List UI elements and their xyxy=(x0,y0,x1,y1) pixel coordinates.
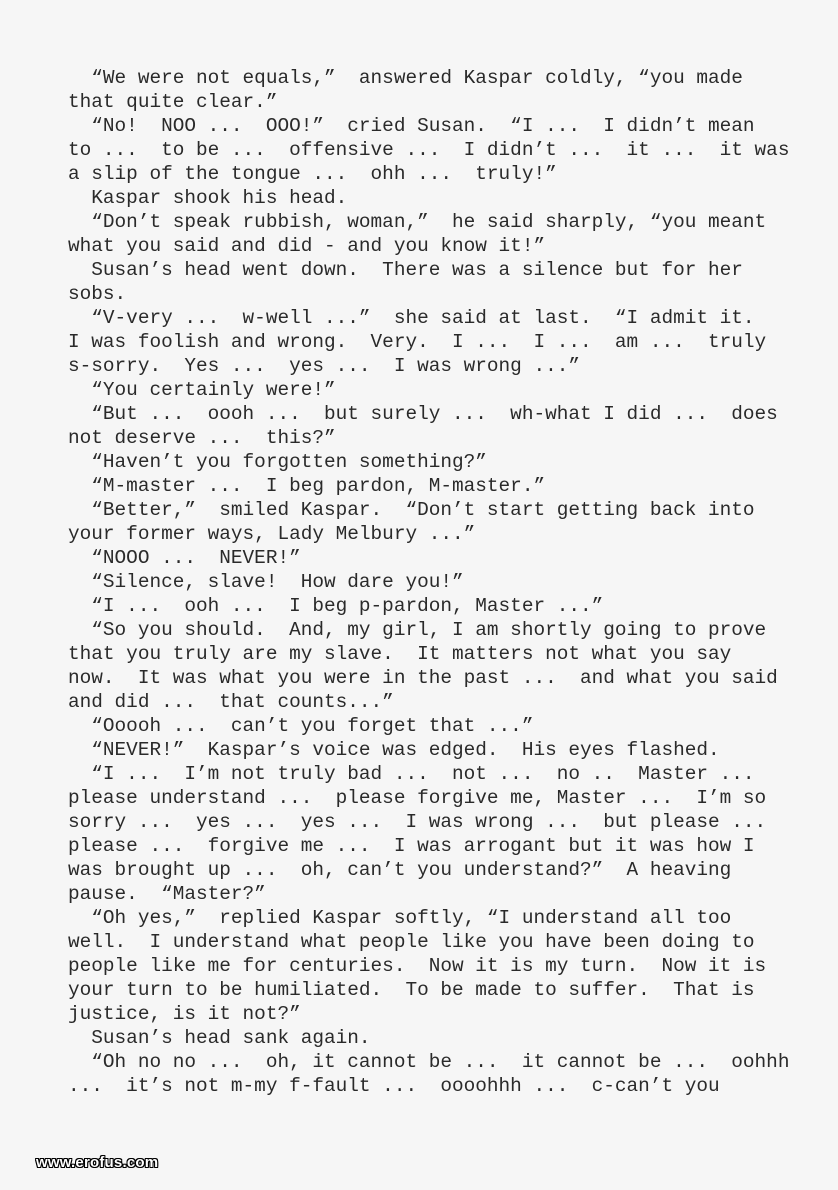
text-line: please understand ... please forgive me, Master ... I’m so xyxy=(68,787,767,809)
text-line: a slip of the tongue ... ohh ... truly!” xyxy=(68,163,557,185)
text-line: “So you should. And, my girl, I am shortly going to prove xyxy=(68,619,767,641)
text-line: sobs. xyxy=(68,283,127,305)
text-line: not deserve ... this?” xyxy=(68,427,336,449)
text-line: your former ways, Lady Melbury ...” xyxy=(68,523,476,545)
text-line: pause. “Master?” xyxy=(68,883,266,905)
text-line: well. I understand what people like you have been doing to xyxy=(68,931,755,953)
text-line: “NEVER!” Kaspar’s voice was edged. His eyes flashed. xyxy=(68,739,720,761)
text-line: sorry ... yes ... yes ... I was wrong ... but please ... xyxy=(68,811,767,833)
text-line: please ... forgive me ... I was arrogant but it was how I xyxy=(68,835,755,857)
text-line: and did ... that counts...” xyxy=(68,691,394,713)
text-line: “But ... oooh ... but surely ... wh-what I did ... does xyxy=(68,403,778,425)
text-line: your turn to be humiliated. To be made to suffer. That is xyxy=(68,979,755,1001)
text-line: “I ... ooh ... I beg p-pardon, Master ...” xyxy=(68,595,604,617)
text-line: “Oh no no ... oh, it cannot be ... it cannot be ... oohhh xyxy=(68,1051,790,1073)
text-line: “V-very ... w-well ...” she said at last. “I admit it. xyxy=(68,307,755,329)
text-line: “Better,” smiled Kaspar. “Don’t start getting back into xyxy=(68,499,755,521)
text-line: people like me for centuries. Now it is my turn. Now it is xyxy=(68,955,767,977)
text-line: “No! NOO ... OOO!” cried Susan. “I ... I didn’t mean xyxy=(68,115,755,137)
text-line: ... it’s not m-my f-fault ... oooohhh ... c-can’t you xyxy=(68,1075,720,1097)
site-watermark: www.erofus.com xyxy=(36,1154,159,1171)
text-line: I was foolish and wrong. Very. I ... I ... am ... truly xyxy=(68,331,767,353)
text-line: that quite clear.” xyxy=(68,91,278,113)
text-line: “NOOO ... NEVER!” xyxy=(68,547,301,569)
text-line: “Ooooh ... can’t you forget that ...” xyxy=(68,715,534,737)
text-line: was brought up ... oh, can’t you understand?” A heaving xyxy=(68,859,732,881)
text-line: “We were not equals,” answered Kaspar coldly, “you made xyxy=(68,67,743,89)
text-line: Susan’s head sank again. xyxy=(68,1027,371,1049)
body-text xyxy=(68,66,790,1098)
text-line: Kaspar shook his head. xyxy=(68,187,348,209)
text-line: Susan’s head went down. There was a silence but for her xyxy=(68,259,743,281)
text-line: justice, is it not?” xyxy=(68,1003,301,1025)
text-line: that you truly are my slave. It matters not what you say xyxy=(68,643,732,665)
text-line: “You certainly were!” xyxy=(68,379,336,401)
text-line: “Silence, slave! How dare you!” xyxy=(68,571,464,593)
text-line: what you said and did - and you know it!” xyxy=(68,235,546,257)
text-line: to ... to be ... offensive ... I didn’t ... it ... it was xyxy=(68,139,790,161)
text-line: “Oh yes,” replied Kaspar softly, “I understand all too xyxy=(68,907,732,929)
text-line: “Don’t speak rubbish, woman,” he said sharply, “you meant xyxy=(68,211,767,233)
text-line: “I ... I’m not truly bad ... not ... no .. Master ... xyxy=(68,763,755,785)
text-line: s-sorry. Yes ... yes ... I was wrong ...” xyxy=(68,355,580,377)
text-line: now. It was what you were in the past ... and what you said xyxy=(68,667,778,689)
text-line: “M-master ... I beg pardon, M-master.” xyxy=(68,475,546,497)
text-line: “Haven’t you forgotten something?” xyxy=(68,451,487,473)
